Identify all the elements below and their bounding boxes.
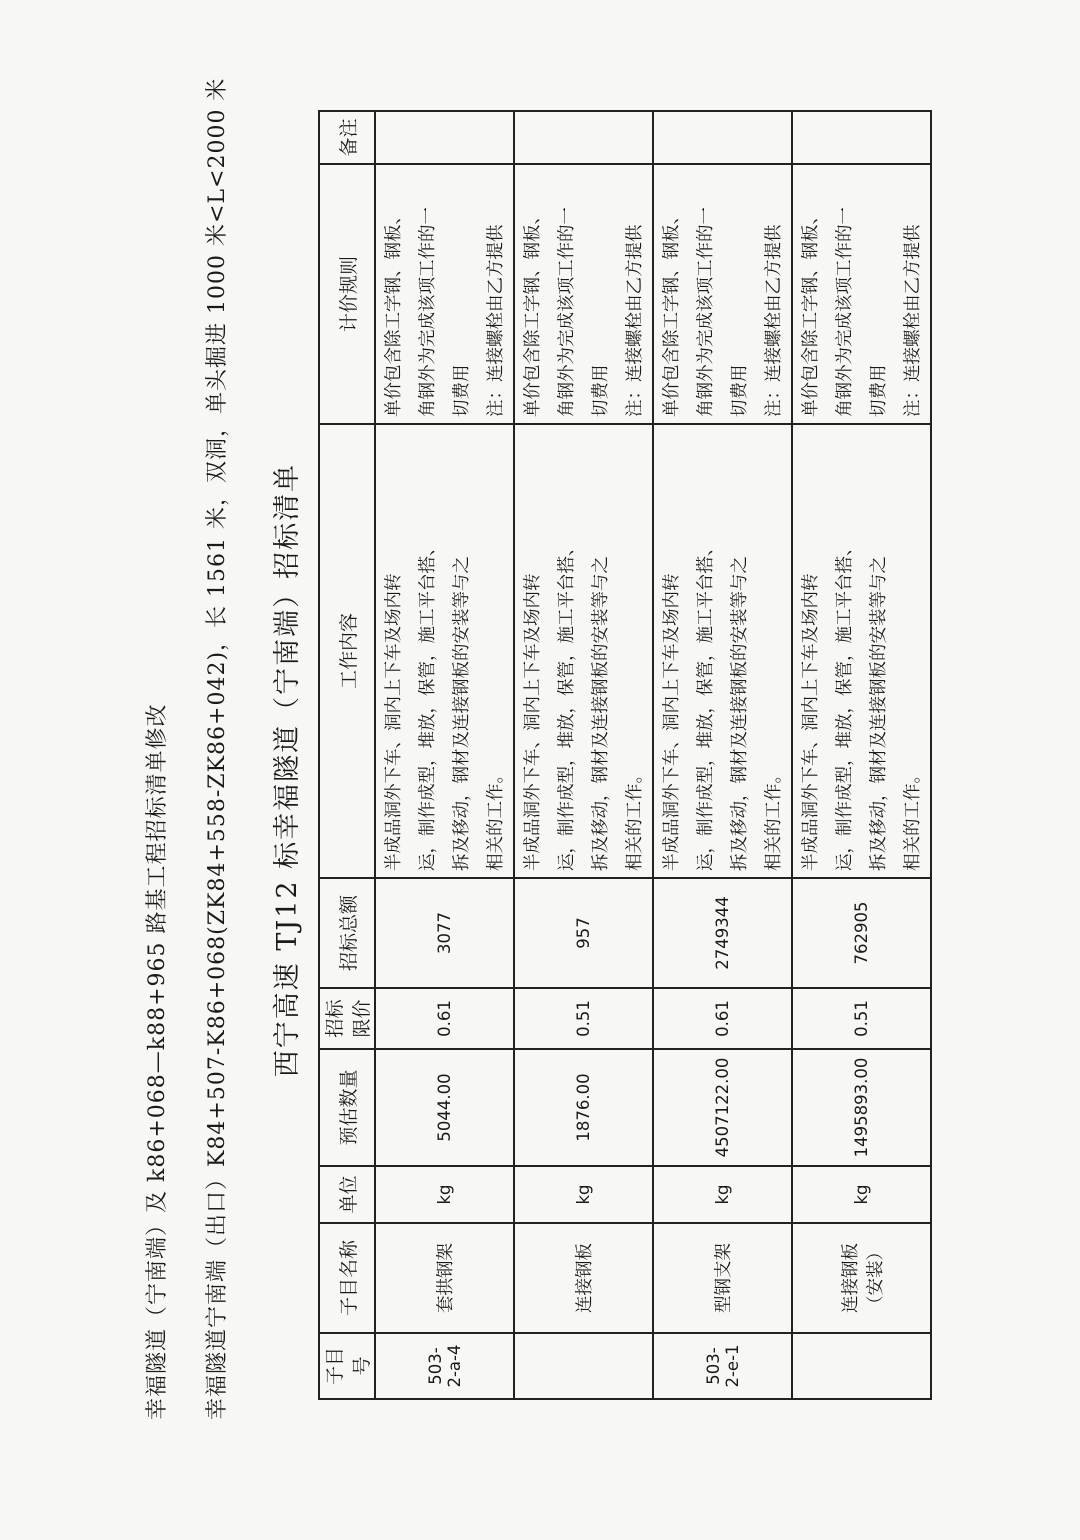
- heading-line-2: 幸福隧道宁南端（出口）K84+507-K86+068(ZK84+558-ZK86+042)，长 1561 米，双洞，单头掘进 1000 米<L<2000 米: [205, 77, 230, 1420]
- cell-name: 套拱钢架: [375, 1223, 514, 1333]
- rule-line: 切费用: [730, 364, 750, 417]
- rule-line: 注：连接螺栓由乙方提供: [764, 224, 784, 417]
- rule-line: 单价包含除工字钢、钢板、: [662, 207, 682, 417]
- work-line: 相关的工作。: [486, 766, 506, 871]
- header-name: 子目名称: [319, 1223, 375, 1333]
- cell-qty: 1876.00: [514, 1049, 653, 1166]
- work-line: 相关的工作。: [903, 766, 923, 871]
- cell-unit: kg: [653, 1166, 792, 1223]
- work-line: 运，制作成型，堆放，保管，施工平台搭、: [696, 538, 716, 871]
- work-line: 拆及移动，钢材及连接钢板的安装等与之: [591, 556, 611, 871]
- rule-line: 角钢外为完成该项工作的一: [835, 207, 855, 417]
- work-line: 拆及移动，钢材及连接钢板的安装等与之: [730, 556, 750, 871]
- cell-remark: [514, 111, 653, 164]
- cell-unit: kg: [792, 1166, 931, 1223]
- cell-remark: [653, 111, 792, 164]
- work-line: 运，制作成型，堆放，保管，施工平台搭、: [835, 538, 855, 871]
- header-work-content: 工作内容: [319, 424, 375, 878]
- table-row: [792, 111, 931, 1399]
- rule-line: 单价包含除工字钢、钢板、: [801, 207, 821, 417]
- cell-total: 957: [514, 878, 653, 988]
- heading-line-1: 幸福隧道（宁南端）及 k86+068—k88+965 路基工程招标清单修改: [145, 703, 170, 1420]
- cell-work-content: [514, 424, 653, 878]
- bid-list-table: [318, 110, 932, 1400]
- table-header-row: [319, 111, 375, 1399]
- rule-line: 角钢外为完成该项工作的一: [557, 207, 577, 417]
- cell-qty: 1495893.00: [792, 1049, 931, 1166]
- cell-unit: kg: [514, 1166, 653, 1223]
- work-line: 运，制作成型，堆放，保管，施工平台搭、: [557, 538, 577, 871]
- header-limit-price: 招标限价: [319, 988, 375, 1049]
- table-row: [653, 111, 792, 1399]
- rule-line: 注：连接螺栓由乙方提供: [625, 224, 645, 417]
- rule-line: 注：连接螺栓由乙方提供: [486, 224, 506, 417]
- cell-name: 连接钢板（安装）: [792, 1223, 931, 1333]
- rule-line: 注：连接螺栓由乙方提供: [903, 224, 923, 417]
- work-line: 运，制作成型，堆放，保管，施工平台搭、: [418, 538, 438, 871]
- work-line: 半成品洞外下车、洞内上下车及场内转: [662, 573, 682, 871]
- cell-code: 503-2-a-4: [375, 1333, 514, 1399]
- table-title: 西宁高速 TJ12 标幸福隧道（宁南端）招标清单: [272, 462, 303, 1078]
- cell-total: 3077: [375, 878, 514, 988]
- cell-total: 762905: [792, 878, 931, 988]
- header-unit: 单位: [319, 1166, 375, 1223]
- rule-line: 切费用: [452, 364, 472, 417]
- cell-name: 型钢支架: [653, 1223, 792, 1333]
- cell-total: 2749344: [653, 878, 792, 988]
- rule-line: 切费用: [869, 364, 889, 417]
- cell-name: 连接钢板: [514, 1223, 653, 1333]
- cell-work-content: [653, 424, 792, 878]
- cell-remark: [375, 111, 514, 164]
- work-line: 相关的工作。: [764, 766, 784, 871]
- header-pricing-rule: 计价规则: [319, 164, 375, 424]
- header-total: 招标总额: [319, 878, 375, 988]
- header-qty: 预估数量: [319, 1049, 375, 1166]
- cell-limit-price: 0.51: [514, 988, 653, 1049]
- rule-line: 单价包含除工字钢、钢板、: [523, 207, 543, 417]
- table-row: [375, 111, 514, 1399]
- work-line: 半成品洞外下车、洞内上下车及场内转: [523, 573, 543, 871]
- cell-qty: 4507122.00: [653, 1049, 792, 1166]
- table-row: [514, 111, 653, 1399]
- cell-work-content: [375, 424, 514, 878]
- cell-limit-price: 0.61: [653, 988, 792, 1049]
- cell-pricing-rule: [514, 164, 653, 424]
- cell-work-content: [792, 424, 931, 878]
- rule-line: 角钢外为完成该项工作的一: [418, 207, 438, 417]
- cell-pricing-rule: [375, 164, 514, 424]
- cell-unit: kg: [375, 1166, 514, 1223]
- cell-code: 503-2-e-1: [653, 1333, 792, 1399]
- work-line: 相关的工作。: [625, 766, 645, 871]
- work-line: 拆及移动，钢材及连接钢板的安装等与之: [452, 556, 472, 871]
- cell-pricing-rule: [653, 164, 792, 424]
- rule-line: 角钢外为完成该项工作的一: [696, 207, 716, 417]
- cell-code: [514, 1333, 653, 1399]
- cell-code: [792, 1333, 931, 1399]
- rule-line: 切费用: [591, 364, 611, 417]
- header-code: 子目号: [319, 1333, 375, 1399]
- cell-limit-price: 0.51: [792, 988, 931, 1049]
- work-line: 拆及移动，钢材及连接钢板的安装等与之: [869, 556, 889, 871]
- cell-limit-price: 0.61: [375, 988, 514, 1049]
- cell-remark: [792, 111, 931, 164]
- work-line: 半成品洞外下车、洞内上下车及场内转: [384, 573, 404, 871]
- rule-line: 单价包含除工字钢、钢板、: [384, 207, 404, 417]
- cell-pricing-rule: [792, 164, 931, 424]
- cell-qty: 5044.00: [375, 1049, 514, 1166]
- work-line: 半成品洞外下车、洞内上下车及场内转: [801, 573, 821, 871]
- header-remark: 备注: [319, 111, 375, 164]
